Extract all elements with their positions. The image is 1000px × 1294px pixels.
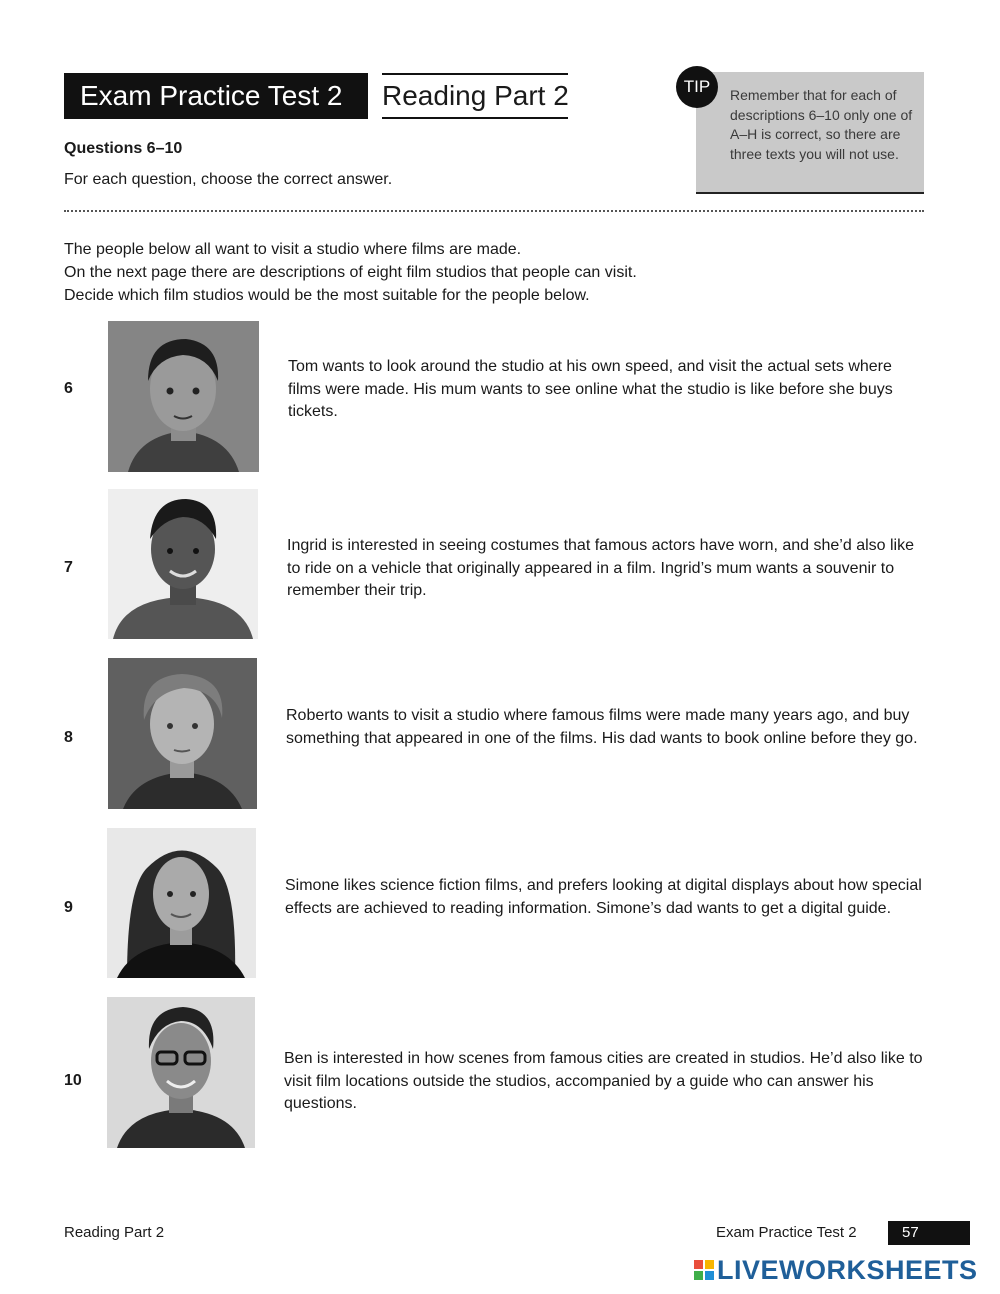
questions-heading: Questions 6–10 xyxy=(64,140,183,157)
portrait-photo xyxy=(107,997,255,1148)
logo-text: LIVEWORKSHEETS xyxy=(717,1254,978,1285)
dotted-divider xyxy=(64,210,924,212)
intro-line: The people below all want to visit a studio where films are made. xyxy=(64,241,522,258)
footer-test-label: Exam Practice Test 2 xyxy=(716,1224,857,1241)
logo-grid-icon xyxy=(694,1260,714,1280)
page-number: 57 xyxy=(888,1221,970,1245)
question-number: 8 xyxy=(64,729,73,746)
tip-badge: TIP xyxy=(676,66,718,108)
question-text: Roberto wants to visit a studio where famous films were made many years ago, and buy something that appeared in one of the films. His dad wants to book online before they go. xyxy=(286,707,918,747)
intro-paragraph xyxy=(64,238,944,307)
question-text: Simone likes science fiction films, and prefers looking at digital displays about how special effects are achieved to reading information. Simone’s dad wants to get a digital guide. xyxy=(285,877,922,917)
portrait-photo xyxy=(107,828,256,978)
question-text: Ben is interested in how scenes from famous cities are created in studios. He’d also like to visit film locations outside the studios, accompanied by a guide who can answer his questions. xyxy=(284,1050,923,1112)
intro-line: On the next page there are descriptions of eight film studios that people can visit. xyxy=(64,264,637,281)
instruction-text: For each question, choose the correct answer. xyxy=(64,171,393,188)
portrait-photo xyxy=(108,321,259,472)
question-text: Tom wants to look around the studio at his own speed, and visit the actual sets where films were made. His mum wants to see online what the studio is like before she buys tickets. xyxy=(288,358,893,420)
portrait-photo xyxy=(108,489,258,639)
question-text: Ingrid is interested in seeing costumes that famous actors have worn, and she’d also like to ride on a vehicle that originally appeared in a film. Ingrid’s mum wants a souvenir to remember their trip. xyxy=(287,537,914,599)
liveworksheets-logo[interactable] xyxy=(694,1255,978,1285)
question-number: 9 xyxy=(64,899,73,916)
question-number: 7 xyxy=(64,559,73,576)
test-title-banner: Exam Practice Test 2 xyxy=(64,73,368,119)
question-number: 10 xyxy=(64,1072,82,1089)
portrait-photo xyxy=(108,658,257,809)
footer-section-label: Reading Part 2 xyxy=(64,1224,165,1241)
part-title-banner: Reading Part 2 xyxy=(382,73,568,119)
question-number: 6 xyxy=(64,380,73,397)
tip-text: Remember that for each of descriptions 6–10 only one of A–H is correct, so there are three texts you will not use. xyxy=(730,87,913,162)
intro-line: Decide which film studios would be the most suitable for the people below. xyxy=(64,287,590,304)
tip-box xyxy=(696,72,924,194)
